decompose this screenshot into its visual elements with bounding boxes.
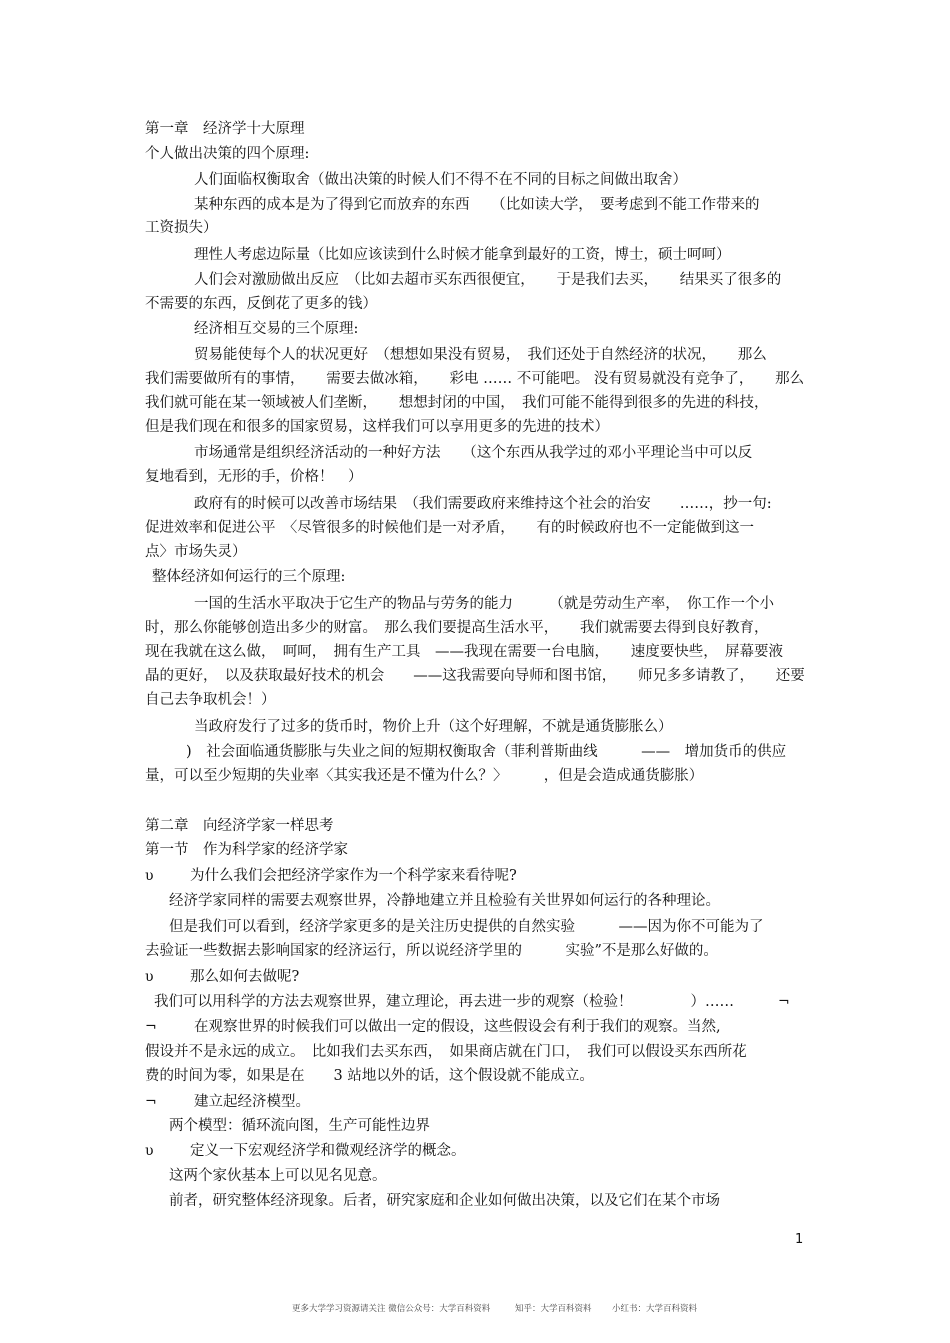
bullet-icon: ¬ bbox=[145, 1019, 157, 1035]
paragraph-line: 量，可以至少短期的失业率〈其实我还是不懂为什么？〉 ，但是会造成通货膨胀） bbox=[145, 768, 704, 784]
paragraph-line: 去验证一些数据去影响国家的经济运行，所以说经济学里的 实验”不是那么好做的。 bbox=[145, 943, 718, 959]
paragraph-line: 这两个家伙基本上可以见名见意。 bbox=[169, 1168, 387, 1184]
paragraph-line: 但是我们可以看到，经济学家更多的是关注历史提供的自然实验 ——因为你不可能为了 bbox=[169, 919, 764, 935]
bullet-icon: ¬ bbox=[778, 994, 790, 1010]
paragraph-line: 假设并不是永远的成立。 比如我们去买东西， 如果商店就在门口， 我们可以假设买东西所花 bbox=[145, 1044, 747, 1060]
paragraph-line: 当政府发行了过多的货币时，物价上升（这个好理解，不就是通货膨胀么） bbox=[194, 719, 673, 735]
bullet-icon: υ bbox=[145, 868, 154, 884]
paragraph-line: 点〉市场失灵） bbox=[145, 544, 247, 560]
paragraph-line: 我们需要做所有的事情， 需要去做冰箱， 彩电 …… 不可能吧。 没有贸易就没有竞争了， 那么 bbox=[145, 371, 805, 387]
bullet-icon: υ bbox=[145, 1143, 154, 1159]
paragraph-line: 不需要的东西，反倒花了更多的钱） bbox=[145, 296, 377, 312]
question-line: 为什么我们会把经济学家作为一个科学家来看待呢? bbox=[190, 868, 517, 884]
paragraph-line: 经济学家同样的需要去观察世界，冷静地建立并且检验有关世界如何运行的各种理论。 bbox=[169, 893, 720, 909]
footer-zhihu: 知乎：大学百科资料 bbox=[515, 1304, 592, 1314]
section-heading: 整体经济如何运行的三个原理: bbox=[152, 569, 346, 585]
paragraph-line: ) 社会面临通货膨胀与失业之间的短期权衡取舍（菲利普斯曲线 —— 增加货币的供应 bbox=[186, 744, 787, 760]
paragraph-line: 前者，研究整体经济现象。后者，研究家庭和企业如何做出决策，以及它们在某个市场 bbox=[169, 1193, 720, 1209]
paragraph-line: 我们就可能在某一领域被人们垄断， 想想封闭的中国， 我们可能不能得到很多的先进的科技， bbox=[145, 395, 769, 411]
paragraph-line: 时，那么你能够创造出多少的财富。 那么我们要提高生活水平， 我们就需要去得到良好教育， bbox=[145, 620, 769, 636]
paragraph-line: 人们面临权衡取舍（做出决策的时候人们不得不在不同的目标之间做出取舍） bbox=[194, 172, 687, 188]
question-line: 那么如何去做呢? bbox=[190, 969, 300, 985]
paragraph-line: 人们会对激励做出反应 （比如去超市买东西很便宜， 于是我们去买， 结果买了很多的 bbox=[194, 272, 782, 288]
footer bbox=[0, 1302, 950, 1318]
paragraph-line: 一国的生活水平取决于它生产的物品与劳务的能力 （就是劳动生产率， 你工作一个小 bbox=[194, 596, 774, 612]
section-heading: 第一节 作为科学家的经济学家 bbox=[145, 842, 348, 858]
paragraph-line: 建立起经济模型。 bbox=[194, 1094, 310, 1110]
footer-xiaohongshu: 小红书：大学百科资料 bbox=[612, 1304, 698, 1314]
paragraph-line: 现在我就在这么做， 呵呵， 拥有生产工具 ——我现在需要一台电脑， 速度要快些， 屏幕要液 bbox=[145, 644, 783, 660]
bullet-icon: υ bbox=[145, 969, 154, 985]
paragraph-line: 但是我们现在和很多的国家贸易，这样我们可以享用更多的先进的技术） bbox=[145, 419, 609, 435]
paragraph-line: 费的时间为零，如果是在 3 站地以外的话，这个假设就不能成立。 bbox=[145, 1068, 594, 1084]
bullet-icon: ¬ bbox=[145, 1094, 157, 1110]
footer-wechat: 更多大学学习资源请关注 微信公众号：大学百科资料 bbox=[292, 1304, 491, 1314]
paragraph-line: 晶的更好， 以及获取最好技术的机会 ——这我需要向导师和图书馆， 师兄多多请教了， 还要 bbox=[145, 668, 805, 684]
paragraph-line: 复地看到，无形的手，价格！ ） bbox=[145, 469, 363, 485]
chapter-1-title: 第一章 经济学十大原理 bbox=[145, 121, 305, 137]
paragraph-line: 工资损失） bbox=[145, 220, 218, 236]
page-number: 1 bbox=[795, 1232, 804, 1247]
paragraph-line: 理性人考虑边际量（比如应该读到什么时候才能拿到最好的工资，博士，硕士呵呵） bbox=[194, 247, 731, 263]
paragraph-line: 在观察世界的时候我们可以做出一定的假设，这些假设会有利于我们的观察。当然, bbox=[194, 1019, 721, 1035]
chapter-2-title: 第二章 向经济学家一样思考 bbox=[145, 818, 334, 834]
question-line: 定义一下宏观经济学和微观经济学的概念。 bbox=[190, 1143, 466, 1159]
paragraph-line: 政府有的时候可以改善市场结果 （我们需要政府来维持这个社会的治安 ……，抄一句: bbox=[194, 496, 772, 512]
section-heading: 个人做出决策的四个原理: bbox=[145, 146, 310, 162]
paragraph-line: 某种东西的成本是为了得到它而放弃的东西 （比如读大学， 要考虑到不能工作带来的 bbox=[194, 197, 760, 213]
paragraph-line: 两个模型：循环流向图，生产可能性边界 bbox=[169, 1118, 430, 1134]
paragraph-line: 自己去争取机会！） bbox=[145, 692, 276, 708]
paragraph-line: 贸易能使每个人的状况更好 （想想如果没有贸易， 我们还处于自然经济的状况， 那么 bbox=[194, 347, 767, 363]
paragraph-line: 我们可以用科学的方法去观察世界，建立理论，再去进一步的观察（检验！ ）…… bbox=[154, 994, 734, 1010]
paragraph-line: 市场通常是组织经济活动的一种好方法 （这个东西从我学过的邓小平理论当中可以反 bbox=[194, 445, 753, 461]
paragraph-line: 促进效率和促进公平 〈尽管很多的时候他们是一对矛盾， 有的时候政府也不一定能做到这一 bbox=[145, 520, 754, 536]
section-heading: 经济相互交易的三个原理: bbox=[194, 321, 359, 337]
